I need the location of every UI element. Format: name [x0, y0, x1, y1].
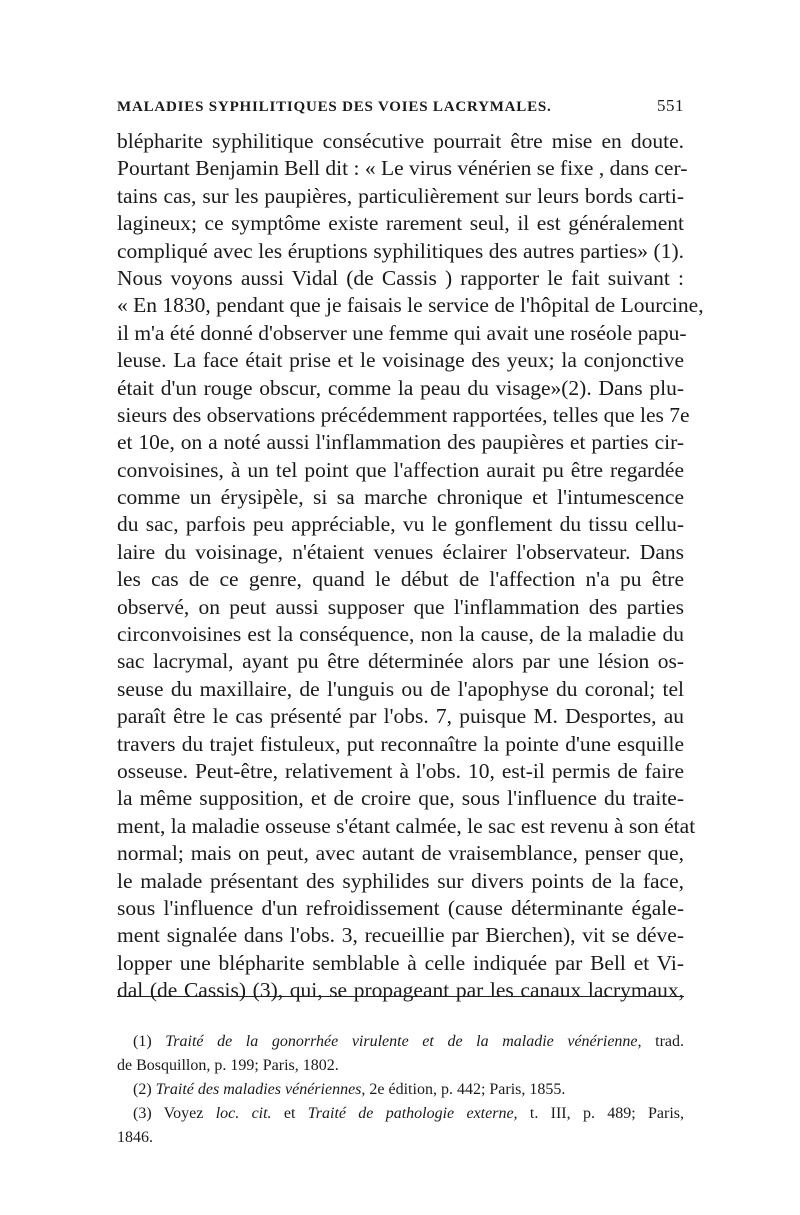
- main-text: [117, 128, 704, 1005]
- text-line: comme un érysipèle, si sa marche chronique et l'intumescence: [117, 485, 684, 510]
- text-line: sieurs des observations précédemment rapportées, telles que les 7e: [117, 402, 690, 427]
- text-line: les cas de ce genre, quand le début de l'affection n'a pu être: [117, 567, 684, 592]
- text-line: lopper une blépharite semblable à celle indiquée par Bell et Vi-: [117, 950, 684, 975]
- footnote-1: (1) Traité de la gonorrhée virulente et de la maladie vénérienne, trad.: [133, 1033, 685, 1050]
- text-line: ment signalée dans l'obs. 3, recueillie par Bierchen), vit se déve-: [117, 923, 684, 948]
- text-line: sous l'influence d'un refroidissement (cause déterminante égale-: [117, 895, 684, 920]
- running-title: MALADIES SYPHILITIQUES DES VOIES LACRYMALES.: [117, 99, 552, 115]
- text-line: blépharite syphilitique consécutive pourrait être mise en doute.: [117, 129, 684, 153]
- text-line: seuse du maxillaire, de l'unguis ou de l'apophyse du coronal; tel: [117, 676, 684, 701]
- text-line: « En 1830, pendant que je faisais le service de l'hôpital de Lourcine,: [117, 293, 704, 318]
- footnote-1-continued: de Bosquillon, p. 199; Paris, 1802.: [117, 1057, 339, 1074]
- footnote-separator: [117, 996, 684, 997]
- text-line: tains cas, sur les paupières, particulièrement sur leurs bords carti-: [117, 183, 684, 208]
- text-line: paraît être le cas présenté par l'obs. 7, puisque M. Desportes, au: [117, 704, 684, 729]
- text-line: travers du trajet fistuleux, put reconnaître la pointe d'une esquille: [117, 731, 684, 756]
- text-line: normal; mais on peut, avec autant de vraisemblance, penser que,: [117, 841, 684, 866]
- text-line: compliqué avec les éruptions syphilitiques des autres parties» (1).: [117, 238, 684, 263]
- running-header: [117, 96, 684, 122]
- text-line: leuse. La face était prise et le voisinage des yeux; la conjonctive: [117, 348, 684, 373]
- text-line: et 10e, on a noté aussi l'inflammation des paupières et parties cir-: [117, 430, 684, 455]
- footnote-3: (3) Voyez loc. cit. et Traité de pathologie externe, t. III, p. 489; Paris,: [133, 1105, 685, 1122]
- text-line: lagineux; ce symptôme existe rarement seul, il est généralement: [117, 211, 684, 236]
- text-line: était d'un rouge obscur, comme la peau du visage»(2). Dans plu-: [117, 375, 684, 400]
- text-line: du sac, parfois peu appréciable, vu le gonflement du tissu cellu-: [117, 512, 684, 537]
- text-line: la même supposition, et de croire que, sous l'influence du traite-: [117, 786, 684, 811]
- text-line: le malade présentant des syphilides sur divers points de la face,: [117, 868, 684, 893]
- text-line: Pourtant Benjamin Bell dit : « Le virus vénérien se fixe , dans cer-: [117, 156, 688, 181]
- footnotes: [117, 1030, 684, 1150]
- text-line: ment, la maladie osseuse s'étant calmée, le sac est revenu à son état: [117, 813, 696, 838]
- text-line: convoisines, à un tel point que l'affection aurait pu être regardée: [117, 457, 684, 482]
- text-line: il m'a été donné d'observer une femme qui avait une roséole papu-: [117, 320, 687, 345]
- text-line: dal (de Cassis) (3), qui, se propageant par les canaux lacrymaux,: [117, 978, 684, 1003]
- text-line: observé, on peut aussi supposer que l'inflammation des parties: [117, 594, 684, 619]
- text-line: circonvoisines est la conséquence, non la cause, de la maladie du: [117, 622, 684, 647]
- text-line: osseuse. Peut-être, relativement à l'obs. 10, est-il permis de faire: [117, 758, 684, 783]
- text-line: sac lacrymal, ayant pu être déterminée alors par une lésion os-: [117, 649, 684, 674]
- footnote-2: (2) Traité des maladies vénériennes, 2e édition, p. 442; Paris, 1855.: [133, 1081, 566, 1098]
- text-line: Nous voyons aussi Vidal (de Cassis ) rapporter le fait suivant :: [117, 265, 684, 290]
- text-line: laire du voisinage, n'étaient venues éclairer l'observateur. Dans: [117, 539, 684, 564]
- page-number: 551: [657, 96, 684, 115]
- footnote-3-continued: 1846.: [117, 1129, 153, 1146]
